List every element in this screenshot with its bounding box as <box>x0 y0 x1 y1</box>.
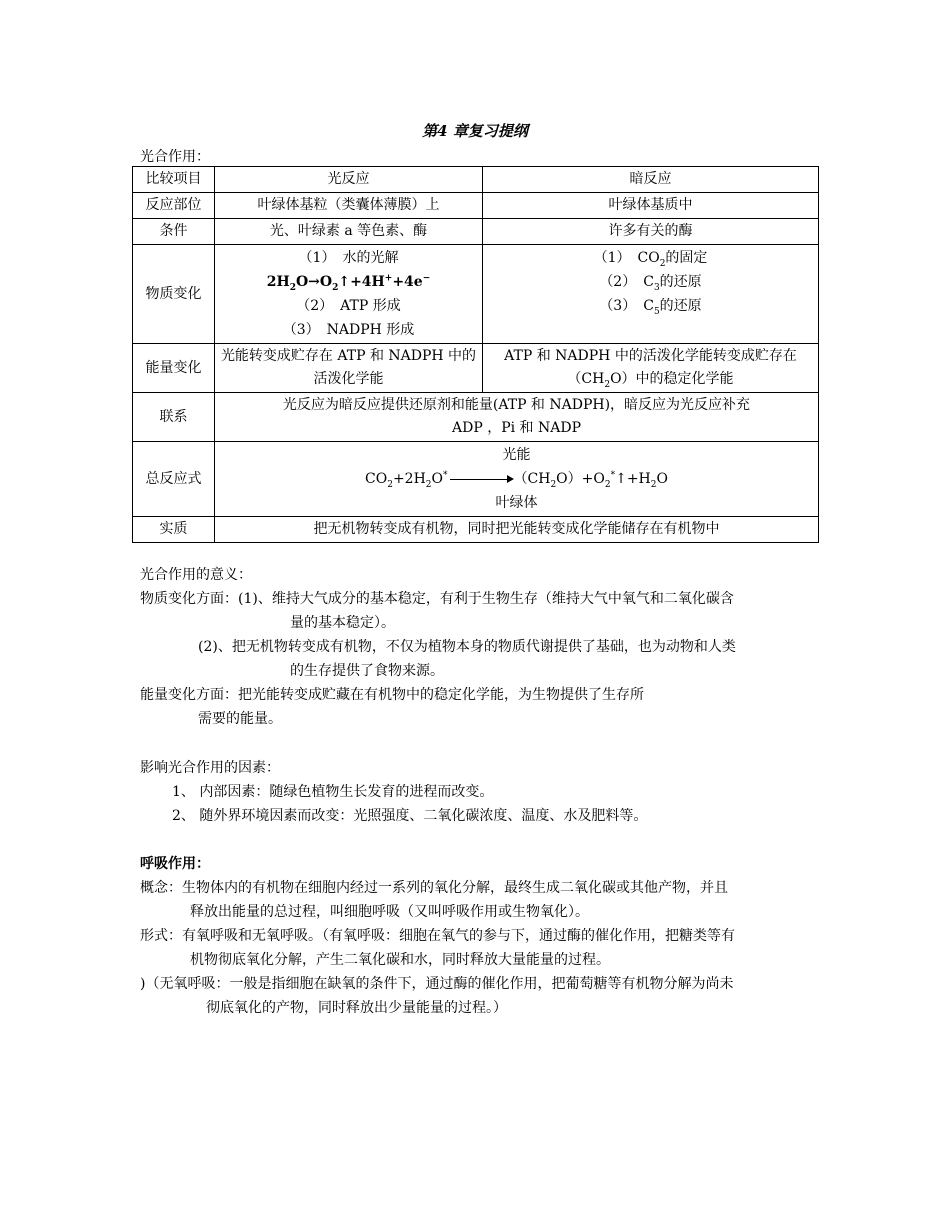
table-row <box>133 442 819 517</box>
table-cell: 光反应为暗反应提供还原剂和能量(ATP 和 NADPH)，暗反应为光反应补充 ADP ，Pi 和 NADP <box>215 393 819 442</box>
paragraph: 的生存提供了食物来源。 <box>290 663 444 679</box>
paragraph: 量的基本稳定）。 <box>290 615 395 631</box>
row-label: 联系 <box>133 393 215 442</box>
table-row <box>133 193 819 219</box>
arrow-label-above: 光能 <box>502 447 531 463</box>
paragraph: 机物彻底氧化分解，产生二氧化碳和水，同时释放大量能量的过程。 <box>190 952 610 968</box>
significance-section <box>140 563 815 731</box>
paragraph: 能量变化方面：把光能转变成贮藏在有机物中的稳定化学能，为生物提供了生存所 <box>140 687 644 703</box>
factors-section <box>140 756 815 828</box>
table-cell <box>483 245 819 344</box>
paragraph: (2)、把无机物转变成有机物，不仅为植物本身的物质代谢提供了基础，也为动物和人类 <box>198 639 736 655</box>
table-cell <box>215 245 483 344</box>
overall-equation: $CO_2+2H_2O^*$ $(CH_2O)+O_2^*↑+H_2O$ <box>365 470 668 490</box>
section-heading: 光合作用的意义： <box>140 567 252 583</box>
list-item: 2、 随外界环境因素而改变：光照强度、二氧化碳浓度、温度、水及肥料等。 <box>172 808 648 824</box>
row-label: 反应部位 <box>133 193 215 219</box>
list-item: （2） ATP 形成 <box>296 298 401 314</box>
table-row <box>133 517 819 543</box>
table-cell: 把无机物转变成有机物，同时把光能转变成化学能储存在有机物中 <box>215 517 819 543</box>
section-heading: 影响光合作用的因素： <box>140 760 280 776</box>
row-label: 实质 <box>133 517 215 543</box>
paragraph: 需要的能量。 <box>198 711 282 727</box>
photosynthesis-label: 光合作用： <box>140 149 210 165</box>
table-cell: ATP 和 NADPH 中的活泼化学能转变成贮存在$(CH_2O)$中的稳定化学能 <box>483 344 819 393</box>
paragraph: )（无氧呼吸：一般是指细胞在缺氧的条件下，通过酶的催化作用，把葡萄糖等有机物分解为尚未 <box>140 976 734 992</box>
paragraph: 彻底氧化的产物，同时释放出少量能量的过程。） <box>206 1000 507 1016</box>
reaction-arrow-icon <box>450 479 512 480</box>
paragraph: 形式：有氧呼吸和无氧呼吸。（有氧呼吸：细胞在氧气的参与下，通过酶的催化作用，把糖类等有 <box>140 928 735 944</box>
row-label: 能量变化 <box>133 344 215 393</box>
table-header-row <box>133 167 819 193</box>
table-row <box>133 219 819 245</box>
comparison-table <box>132 166 819 543</box>
arrow-label-below: 叶绿体 <box>495 495 538 511</box>
table-cell: 叶绿体基粒（类囊体薄膜）上 <box>215 193 483 219</box>
header-cell: 比较项目 <box>133 167 215 193</box>
respiration-section <box>140 852 815 1020</box>
table-cell: 光能转变成贮存在 ATP 和 NADPH 中的活泼化学能 <box>215 344 483 393</box>
row-label: 物质变化 <box>133 245 215 344</box>
table-cell: 许多有关的酶 <box>483 219 819 245</box>
section-heading: 呼吸作用： <box>140 856 210 872</box>
paragraph: 物质变化方面：(1)、维持大气成分的基本稳定，有利于生物生存（维持大气中氧气和二氧化碳含 <box>140 591 734 607</box>
list-item: （1） $CO_2$的固定 <box>593 250 708 269</box>
header-cell: 光反应 <box>215 167 483 193</box>
list-item: （3） NADPH 形成 <box>282 322 415 338</box>
list-item: 1、 内部因素：随绿色植物生长发育的进程而改变。 <box>172 784 494 800</box>
table-cell: 叶绿体基质中 <box>483 193 819 219</box>
list-item: （3） $C_5$的还原 <box>599 298 702 317</box>
paragraph: 概念：生物体内的有机物在细胞内经过一系列的氧化分解，最终生成二氧化碳或其他产物，并且 <box>140 880 728 896</box>
list-item: （1） 水的光解 <box>298 250 399 266</box>
list-item: （2） $C_3$的还原 <box>599 274 702 293</box>
table-row <box>133 245 819 344</box>
table-row <box>133 393 819 442</box>
page-title: 第4 章复习提纲 <box>422 122 528 140</box>
paragraph: 释放出能量的总过程，叫细胞呼吸（又叫呼吸作用或生物氧化）。 <box>190 904 589 920</box>
row-label: 总反应式 <box>133 442 215 517</box>
table-row <box>133 344 819 393</box>
table-cell <box>215 442 819 517</box>
header-cell: 暗反应 <box>483 167 819 193</box>
row-label: 条件 <box>133 219 215 245</box>
table-cell: 光、叶绿素 a 等色素、酶 <box>215 219 483 245</box>
water-photolysis-equation: $2H_2O\to O_2↑+4H^++4e^-$ <box>266 273 431 293</box>
